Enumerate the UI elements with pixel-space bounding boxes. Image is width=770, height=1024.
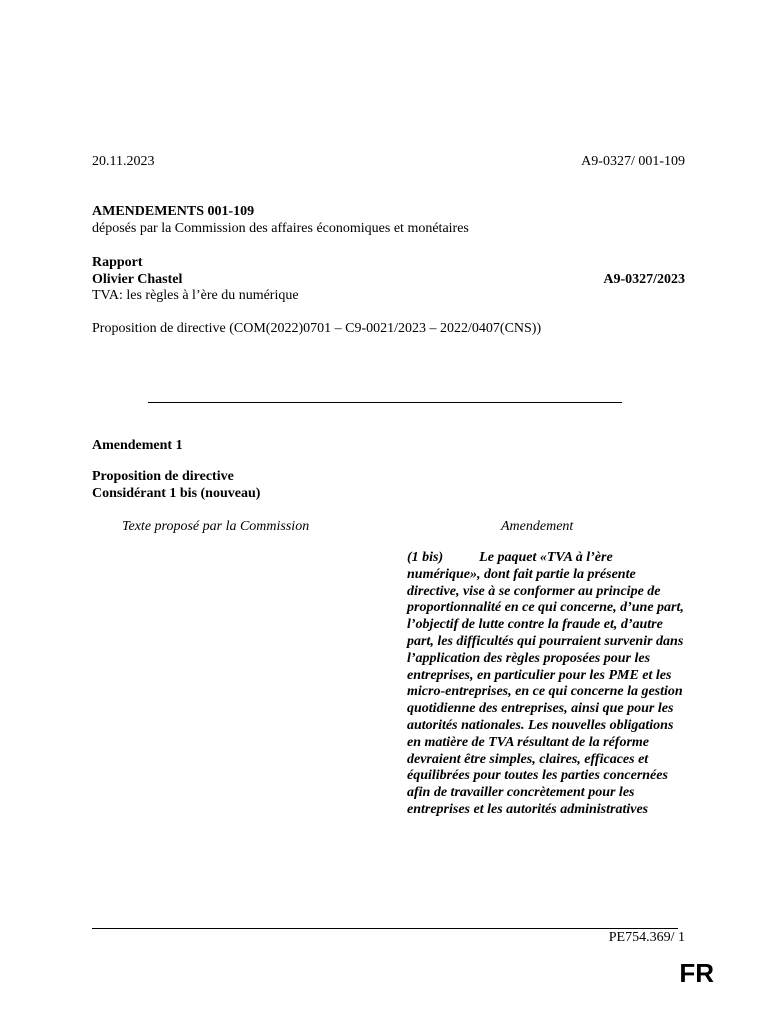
amendment-target-2: Considérant 1 bis (nouveau) — [92, 486, 261, 501]
report-subject: TVA: les règles à l’ère du numérique — [92, 288, 299, 303]
report-label: Rapport — [92, 255, 143, 270]
deposited-by: déposés par la Commission des affaires économiques et monétaires — [92, 221, 469, 236]
report-author: Olivier Chastel — [92, 272, 183, 287]
separator-line — [148, 402, 622, 403]
language-code: FR — [679, 958, 714, 988]
footer-line — [92, 928, 678, 929]
proposal-reference: Proposition de directive (COM(2022)0701 – C9-0021/2023 – 2022/0407(CNS)) — [92, 321, 542, 336]
report-number: A9-0327/2023 — [603, 272, 685, 287]
amendment-body — [407, 550, 685, 819]
amendment-body-text: Le paquet «TVA à l’ère numérique», dont fait partie la présente directive, vise à se conformer au principe de proportionnalité en ce qui concerne, d’une part, l’objectif de lutte contre la fraude et, d’autre part, les difficultés qui pourraient survenir dans l’application des règles proposées pour les entreprises, en particulier pour les PME et les micro-entreprises, en ce qui concerne la gestion quotidienne des entreprises, ainsi que pour les autorités nationales. Les nouvelles obligations en matière de TVA résultant de la réforme devraient être simples, claires, efficaces et équilibrées pour toutes les parties concernées afin de travailler concrètement pour les entreprises et les autorités administratives — [407, 550, 684, 817]
column-header-commission: Texte proposé par la Commission — [122, 519, 310, 534]
recital-number: (1 bis) — [407, 550, 444, 565]
amendment-target-1: Proposition de directive — [92, 469, 234, 484]
amendment-title: Amendement 1 — [92, 438, 183, 453]
amendments-heading: AMENDEMENTS 001-109 — [92, 204, 255, 219]
document-reference: A9-0327/ 001-109 — [581, 154, 685, 169]
document-date: 20.11.2023 — [92, 154, 155, 169]
column-header-amendment: Amendement — [501, 519, 574, 534]
pe-reference: PE754.369/ 1 — [608, 930, 685, 945]
